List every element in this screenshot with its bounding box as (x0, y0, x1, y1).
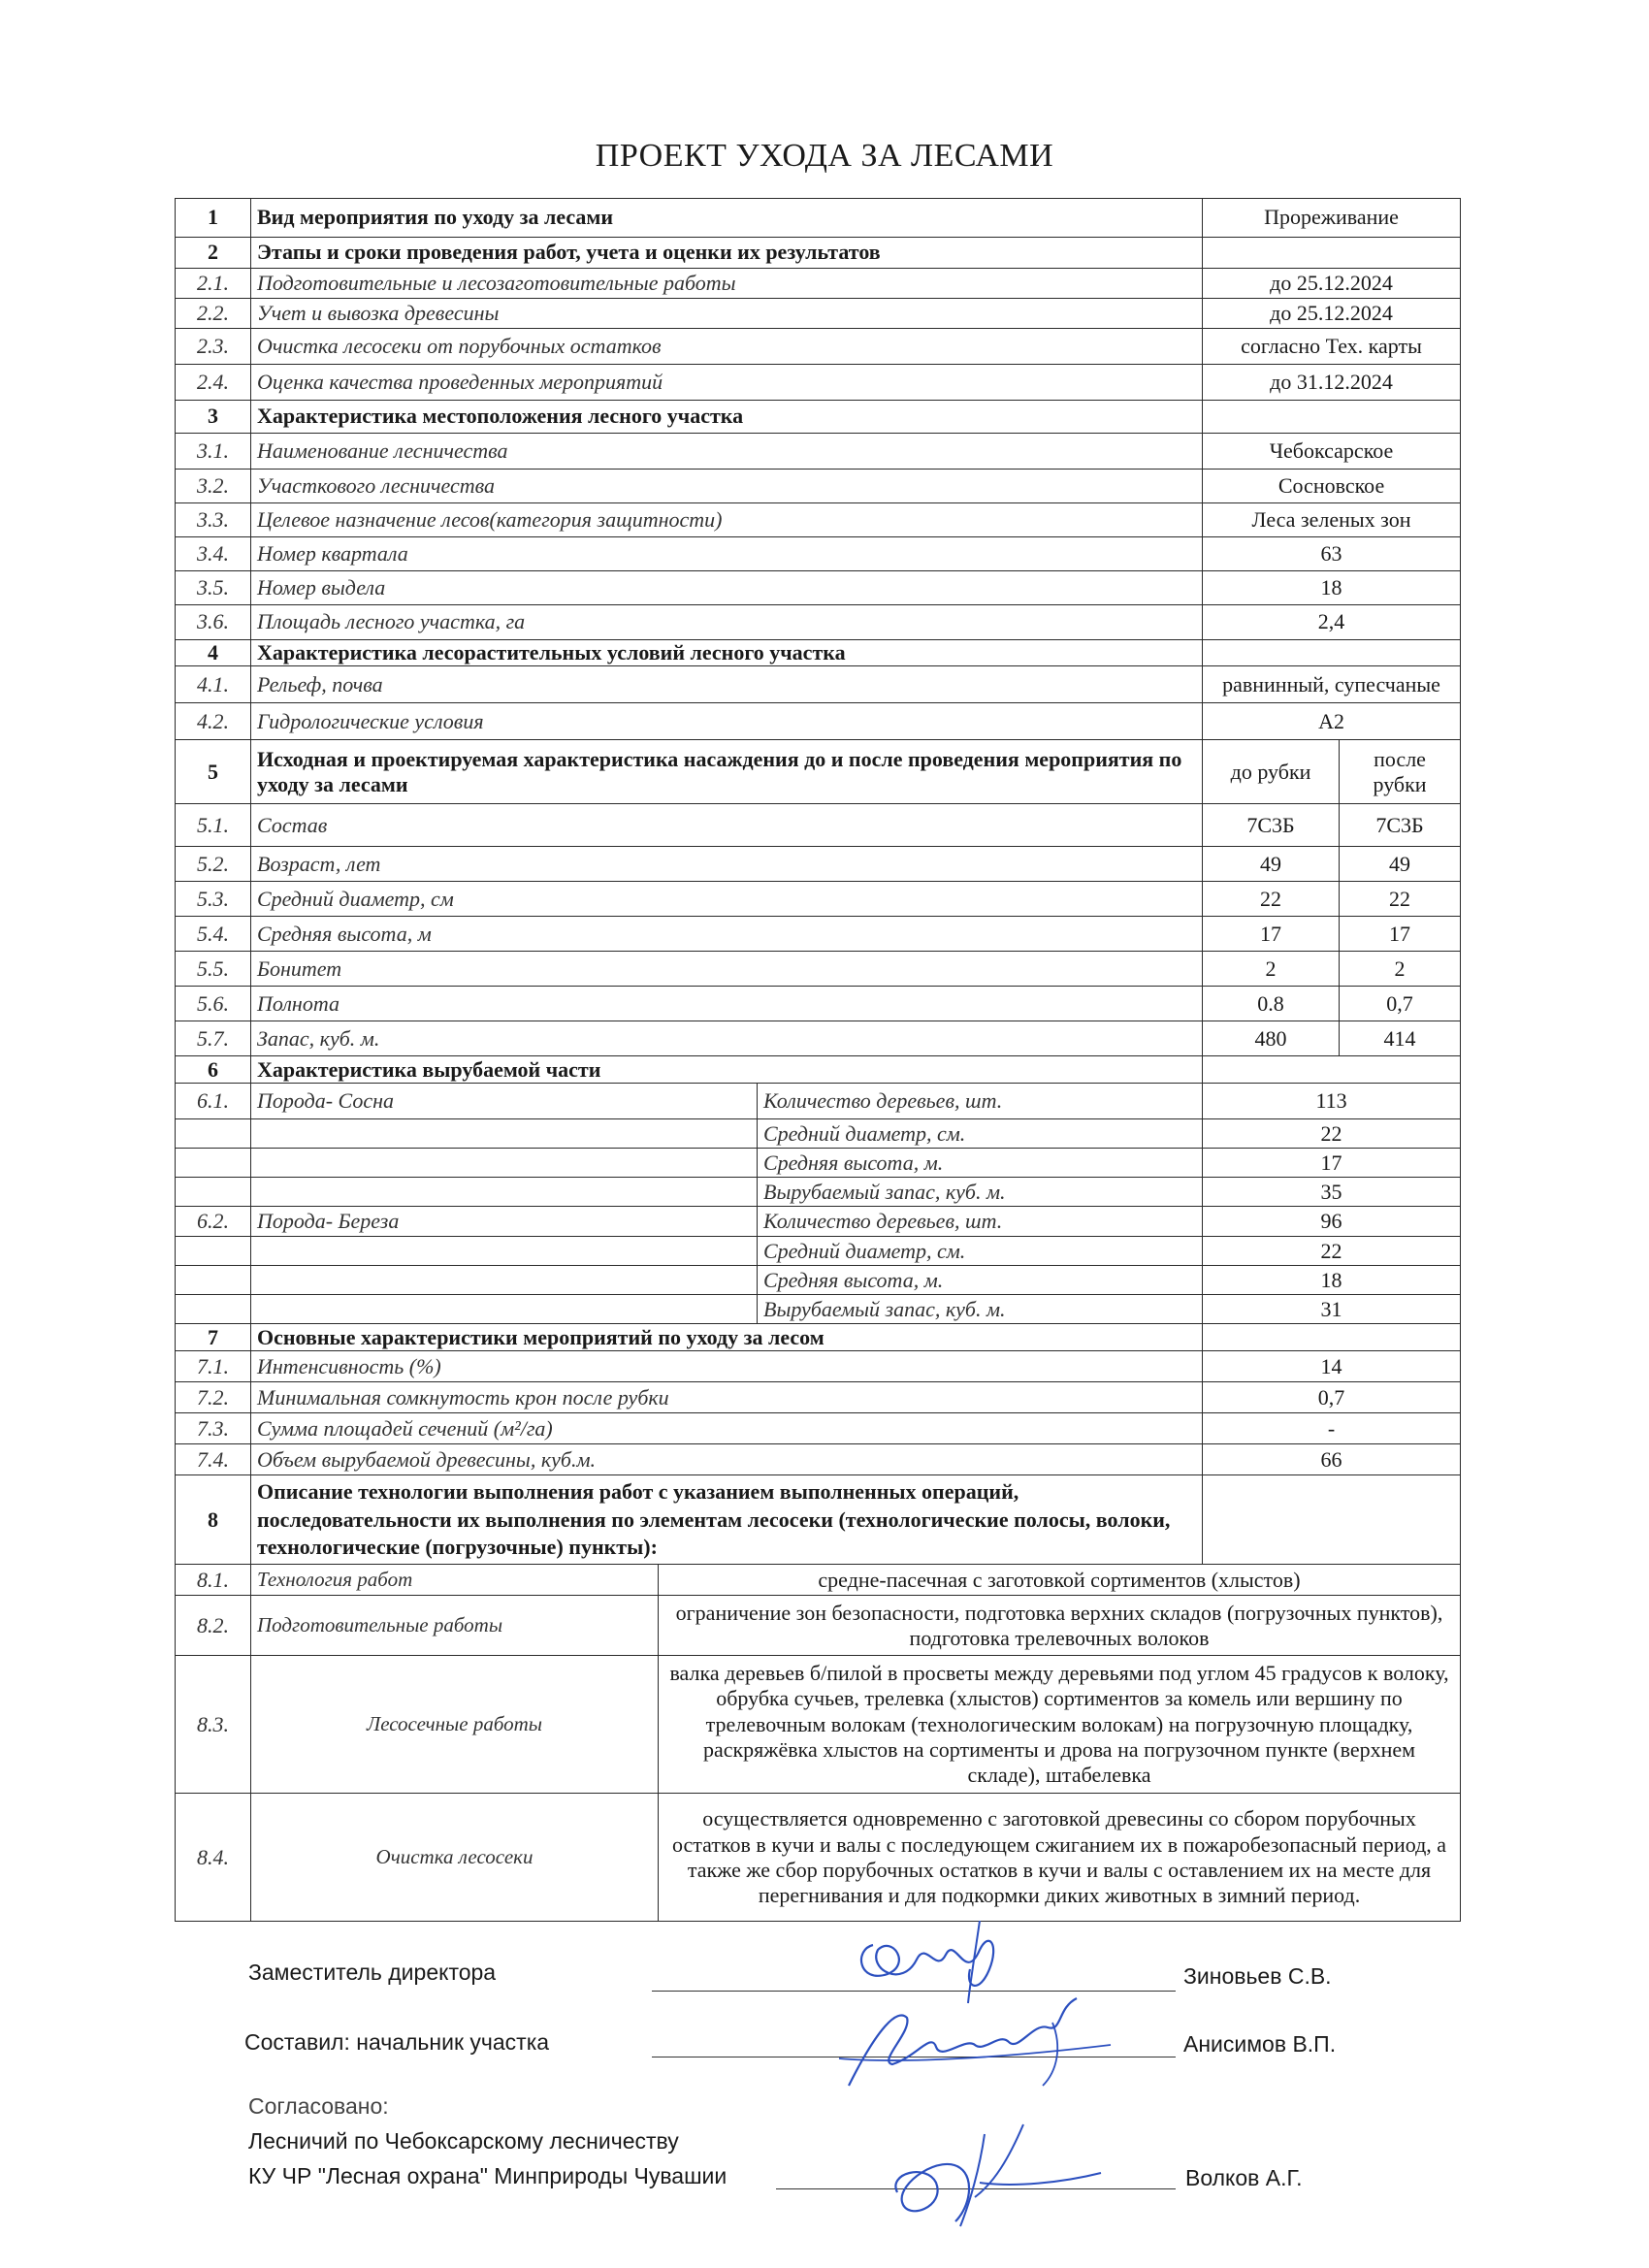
table-row (176, 666, 1461, 703)
table-row (176, 1084, 1461, 1119)
row-num: 7.3. (176, 1413, 251, 1444)
row-value: А2 (1203, 703, 1461, 740)
empty-cell (1203, 1324, 1461, 1351)
table-row (176, 365, 1461, 401)
row-value: до 25.12.2024 (1203, 269, 1461, 299)
forester-line1: Лесничий по Чебоксарскому лесничеству (248, 2128, 679, 2154)
row-value: Леса зеленых зон (1203, 503, 1461, 537)
empty-cell (251, 1266, 758, 1295)
row-label: Характеристика вырубаемой части (251, 1056, 1203, 1084)
row-label: Этапы и сроки проведения работ, учета и оценки их результатов (251, 238, 1203, 269)
section-header-row (176, 740, 1461, 804)
empty-cell (1203, 1475, 1461, 1565)
compiler-signature (820, 1989, 1130, 2095)
row-label: Состав (251, 804, 1203, 847)
item-value: 17 (1203, 1149, 1461, 1178)
row-value: ограничение зон безопасности, подготовка верхних складов (погрузочных пунктов), подготовка трелевочных волоков (659, 1596, 1461, 1656)
table-row (176, 199, 1461, 238)
row-value: Чебоксарское (1203, 434, 1461, 470)
empty-cell (176, 1295, 251, 1324)
row-num: 2 (176, 238, 251, 269)
table-row (176, 917, 1461, 952)
before-header: до рубки (1203, 740, 1340, 804)
table-row (176, 269, 1461, 299)
section-header-row (176, 238, 1461, 269)
row-num: 6 (176, 1056, 251, 1084)
table-row (176, 537, 1461, 571)
row-num: 5.3. (176, 882, 251, 917)
row-label: Оценка качества проведенных мероприятий (251, 365, 1203, 401)
row-num: 5.1. (176, 804, 251, 847)
row-label: Участкового лесничества (251, 470, 1203, 503)
table-row (176, 1119, 1461, 1149)
row-label: Интенсивность (%) (251, 1351, 1203, 1382)
after-value: 17 (1340, 917, 1461, 952)
empty-cell (251, 1149, 758, 1178)
row-label: Возраст, лет (251, 847, 1203, 882)
item-label: Средний диаметр, см. (758, 1119, 1203, 1149)
row-num: 5 (176, 740, 251, 804)
row-label: Полнота (251, 987, 1203, 1021)
before-value: 7С3Б (1203, 804, 1340, 847)
row-label: Технология работ (251, 1565, 659, 1596)
row-label: Лесосечные работы (251, 1656, 659, 1794)
table-row (176, 329, 1461, 365)
row-num: 3 (176, 401, 251, 434)
row-num: 7.1. (176, 1351, 251, 1382)
table-row (176, 1021, 1461, 1056)
row-value: до 31.12.2024 (1203, 365, 1461, 401)
compiler-name: Анисимов В.П. (1183, 2031, 1337, 2057)
item-label: Количество деревьев, шт. (758, 1207, 1203, 1237)
row-num: 7.4. (176, 1444, 251, 1475)
row-label: Гидрологические условия (251, 703, 1203, 740)
row-num: 3.6. (176, 605, 251, 640)
row-label: Исходная и проектируемая характеристика насаждения до и после проведения мероприятия по уходу за лесами (251, 740, 1203, 804)
table-row (176, 1237, 1461, 1266)
row-label: Подготовительные работы (251, 1596, 659, 1656)
row-label: Средний диаметр, см (251, 882, 1203, 917)
empty-cell (1203, 640, 1461, 666)
row-num: 4.1. (176, 666, 251, 703)
table-row (176, 952, 1461, 987)
row-num: 3.1. (176, 434, 251, 470)
after-value: 22 (1340, 882, 1461, 917)
row-num: 5.4. (176, 917, 251, 952)
table-row (176, 703, 1461, 740)
item-value: 31 (1203, 1295, 1461, 1324)
table-row (176, 470, 1461, 503)
row-value: средне-пасечная с заготовкой сортиментов (хлыстов) (659, 1565, 1461, 1596)
table-row (176, 1295, 1461, 1324)
row-label: Подготовительные и лесозаготовительные работы (251, 269, 1203, 299)
table-row (176, 1149, 1461, 1178)
row-num: 3.3. (176, 503, 251, 537)
row-label: Основные характеристики мероприятий по уходу за лесом (251, 1324, 1203, 1351)
row-num: 1 (176, 199, 251, 238)
after-value: 0,7 (1340, 987, 1461, 1021)
row-label: Сумма площадей сечений (м²/га) (251, 1413, 1203, 1444)
row-label: Номер выдела (251, 571, 1203, 605)
row-num: 7 (176, 1324, 251, 1351)
empty-cell (251, 1237, 758, 1266)
row-label: Характеристика лесорастительных условий лесного участка (251, 640, 1203, 666)
table-row (176, 571, 1461, 605)
after-value: 49 (1340, 847, 1461, 882)
row-num: 8.2. (176, 1596, 251, 1656)
species-label: Порода- Береза (251, 1207, 758, 1237)
row-num: 5.7. (176, 1021, 251, 1056)
row-label: Целевое назначение лесов(категория защитности) (251, 503, 1203, 537)
before-value: 0.8 (1203, 987, 1340, 1021)
table-row (176, 1382, 1461, 1413)
before-value: 480 (1203, 1021, 1340, 1056)
item-value: 22 (1203, 1119, 1461, 1149)
row-label: Описание технологии выполнения работ с указанием выполненных операций, последовательности их выполнения по элементам лесосеки (технологические полосы, волоки, технологические (погрузочные) пункты): (251, 1475, 1203, 1565)
section-header-row (176, 401, 1461, 434)
agreed-label: Согласовано: (248, 2093, 389, 2119)
before-value: 2 (1203, 952, 1340, 987)
row-label: Минимальная сомкнутость крон после рубки (251, 1382, 1203, 1413)
table-row (176, 1794, 1461, 1922)
row-value: Сосновское (1203, 470, 1461, 503)
before-value: 49 (1203, 847, 1340, 882)
item-value: 22 (1203, 1237, 1461, 1266)
table-row (176, 1656, 1461, 1794)
empty-cell (251, 1295, 758, 1324)
forester-signature (868, 2115, 1120, 2231)
row-value: 14 (1203, 1351, 1461, 1382)
table-row (176, 503, 1461, 537)
section-header-row (176, 1056, 1461, 1084)
row-label: Средняя высота, м (251, 917, 1203, 952)
empty-cell (1203, 238, 1461, 269)
forest-care-table (175, 198, 1461, 1922)
row-num: 3.2. (176, 470, 251, 503)
row-num: 5.5. (176, 952, 251, 987)
item-label: Средняя высота, м. (758, 1266, 1203, 1295)
compiler-role: Составил: начальник участка (244, 2029, 550, 2055)
empty-cell (251, 1119, 758, 1149)
item-value: 96 (1203, 1207, 1461, 1237)
item-value: 18 (1203, 1266, 1461, 1295)
row-num: 6.1. (176, 1084, 251, 1119)
table-row (176, 1266, 1461, 1295)
row-label: Наименование лесничества (251, 434, 1203, 470)
table-row (176, 1413, 1461, 1444)
section-header-row (176, 640, 1461, 666)
before-value: 17 (1203, 917, 1340, 952)
row-num: 2.4. (176, 365, 251, 401)
section-header-row (176, 1475, 1461, 1565)
empty-cell (176, 1178, 251, 1207)
forester-line2: КУ ЧР "Лесная охрана" Минприроды Чувашии (248, 2163, 728, 2188)
item-label: Вырубаемый запас, куб. м. (758, 1295, 1203, 1324)
row-label: Вид мероприятия по уходу за лесами (251, 199, 1203, 238)
row-num: 3.4. (176, 537, 251, 571)
section-header-row (176, 1324, 1461, 1351)
empty-cell (176, 1237, 251, 1266)
row-num: 5.2. (176, 847, 251, 882)
table-row (176, 882, 1461, 917)
row-label: Рельеф, почва (251, 666, 1203, 703)
table-row (176, 987, 1461, 1021)
species-label: Порода- Сосна (251, 1084, 758, 1119)
empty-cell (176, 1119, 251, 1149)
table-row (176, 299, 1461, 329)
table-row (176, 1565, 1461, 1596)
row-value: осуществляется одновременно с заготовкой древесины со сбором порубочных остатков в кучи и валы с последующем сжиганием их в пожаробезопасный период, а также же сбор порубочных остатков в кучи и валы с оставлением их на месте для перегнивания и для подкормки диких животных в зимний период. (659, 1794, 1461, 1922)
row-label: Площадь лесного участка, га (251, 605, 1203, 640)
table-row (176, 1444, 1461, 1475)
table-row (176, 1596, 1461, 1656)
table-row (176, 605, 1461, 640)
director-name: Зиновьев С.В. (1183, 1963, 1332, 1989)
row-num: 5.6. (176, 987, 251, 1021)
document-title: ПРОЕКТ УХОДА ЗА ЛЕСАМИ (595, 138, 1054, 174)
row-num: 2.1. (176, 269, 251, 299)
after-value: 2 (1340, 952, 1461, 987)
row-value: 63 (1203, 537, 1461, 571)
before-value: 22 (1203, 882, 1340, 917)
row-num: 8.3. (176, 1656, 251, 1794)
row-label: Характеристика местоположения лесного участка (251, 401, 1203, 434)
row-num: 8.1. (176, 1565, 251, 1596)
row-label: Очистка лесосеки от порубочных остатков (251, 329, 1203, 365)
empty-cell (176, 1149, 251, 1178)
forester-name: Волков А.Г. (1185, 2165, 1303, 2190)
table-row (176, 847, 1461, 882)
empty-cell (251, 1178, 758, 1207)
empty-cell (176, 1266, 251, 1295)
row-value: Прореживание (1203, 199, 1461, 238)
item-value: 35 (1203, 1178, 1461, 1207)
row-value: 66 (1203, 1444, 1461, 1475)
row-num: 7.2. (176, 1382, 251, 1413)
item-label: Количество деревьев, шт. (758, 1084, 1203, 1119)
row-label: Учет и вывозка древесины (251, 299, 1203, 329)
empty-cell (1203, 1056, 1461, 1084)
row-label: Номер квартала (251, 537, 1203, 571)
row-label: Бонитет (251, 952, 1203, 987)
item-label: Вырубаемый запас, куб. м. (758, 1178, 1203, 1207)
row-value: 0,7 (1203, 1382, 1461, 1413)
table-row (176, 804, 1461, 847)
after-value: 7С3Б (1340, 804, 1461, 847)
row-num: 4.2. (176, 703, 251, 740)
item-label: Средний диаметр, см. (758, 1237, 1203, 1266)
row-label: Объем вырубаемой древесины, куб.м. (251, 1444, 1203, 1475)
row-value: валка деревьев б/пилой в просветы между деревьями под углом 45 градусов к волоку, обрубка сучьев, трелевка (хлыстов) сортиментов за комель или вершину по трелевочным волокам (технологическим волокам) на погрузочную площадку, раскряжёвка хлыстов на сортименты и дрова на погрузочном пункте (верхнем складе), штабелевка (659, 1656, 1461, 1794)
row-num: 6.2. (176, 1207, 251, 1237)
item-value: 113 (1203, 1084, 1461, 1119)
row-value: до 25.12.2024 (1203, 299, 1461, 329)
after-value: 414 (1340, 1021, 1461, 1056)
row-value: согласно Тех. карты (1203, 329, 1461, 365)
row-value: - (1203, 1413, 1461, 1444)
table-row (176, 1207, 1461, 1237)
table-row (176, 1178, 1461, 1207)
empty-cell (1203, 401, 1461, 434)
table-row (176, 434, 1461, 470)
row-num: 8 (176, 1475, 251, 1565)
row-num: 2.3. (176, 329, 251, 365)
row-value: 18 (1203, 571, 1461, 605)
row-num: 8.4. (176, 1794, 251, 1922)
after-header: после рубки (1340, 740, 1461, 804)
row-num: 2.2. (176, 299, 251, 329)
row-num: 3.5. (176, 571, 251, 605)
row-num: 4 (176, 640, 251, 666)
row-value: равнинный, супесчаные (1203, 666, 1461, 703)
table-row (176, 1351, 1461, 1382)
row-value: 2,4 (1203, 605, 1461, 640)
row-label: Запас, куб. м. (251, 1021, 1203, 1056)
item-label: Средняя высота, м. (758, 1149, 1203, 1178)
director-role: Заместитель директора (248, 1960, 497, 1985)
row-label: Очистка лесосеки (251, 1794, 659, 1922)
